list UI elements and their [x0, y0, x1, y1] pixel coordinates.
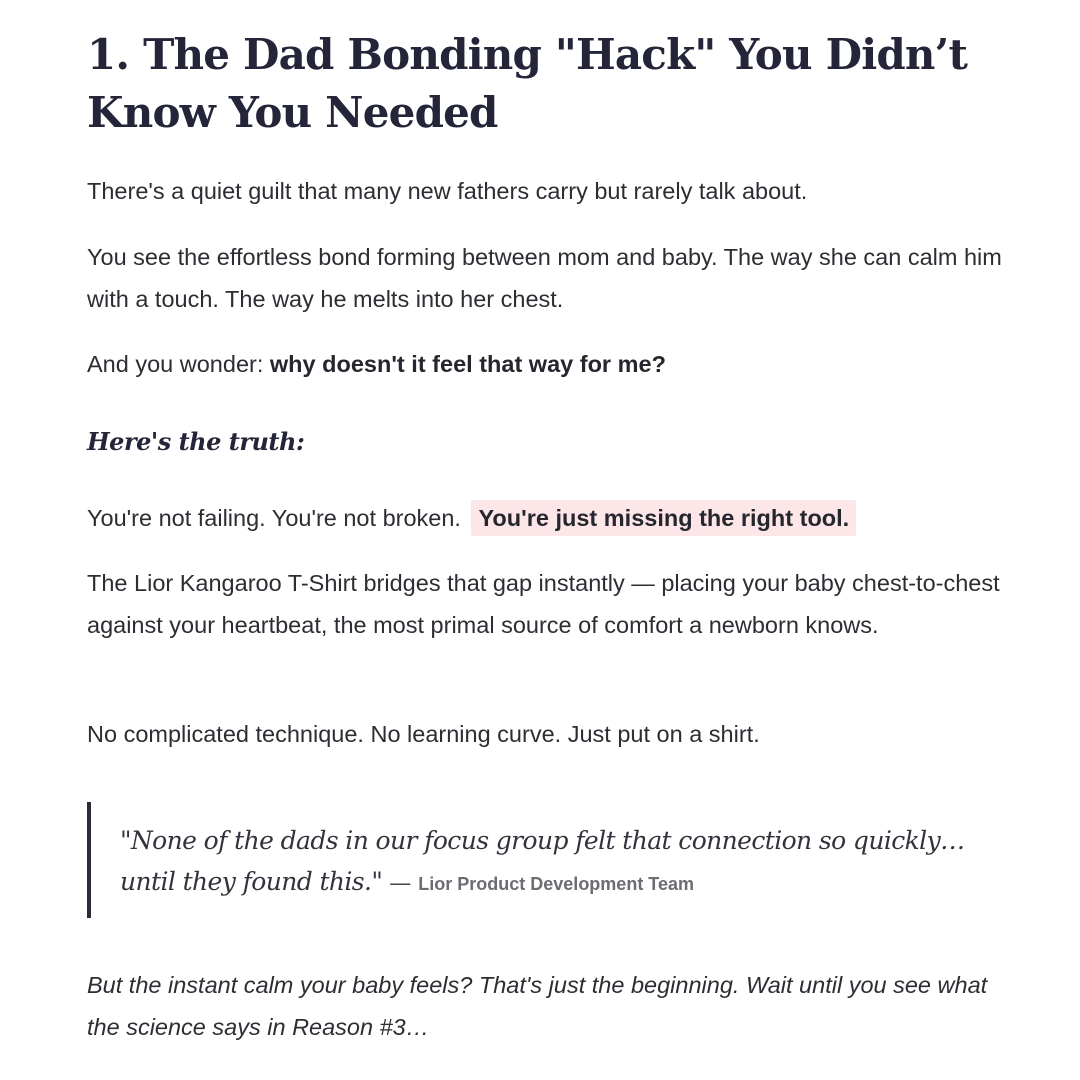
- highlighted-statement: You're just missing the right tool.: [471, 500, 856, 536]
- wonder-paragraph: [87, 343, 1002, 385]
- quote-text: "None of the dads in our focus group felt that connection so quickly… until they found this.": [120, 826, 965, 896]
- section-heading: 1. The Dad Bonding "Hack" You Didn’t Know You Needed: [87, 30, 968, 137]
- quote-dash: —: [382, 871, 419, 896]
- observation-paragraph: You see the effortless bond forming between mom and baby. The way she can calm him with a touch. The way he melts into her chest.: [87, 244, 1002, 312]
- product-description-paragraph: The Lior Kangaroo T-Shirt bridges that gap instantly — placing your baby chest-to-chest against your heartbeat, the most primal source of comfort a newborn knows.: [87, 570, 1000, 638]
- simplicity-paragraph: No complicated technique. No learning curve. Just put on a shirt.: [87, 721, 760, 747]
- quote-source: Lior Product Development Team: [418, 874, 694, 894]
- intro-paragraph: There's a quiet guilt that many new fathers carry but rarely talk about.: [87, 178, 808, 204]
- truth-subheading: Here's the truth:: [87, 427, 305, 456]
- testimonial-blockquote: [87, 802, 1002, 918]
- reassurance-paragraph: [87, 497, 1002, 539]
- wonder-prefix: And you wonder:: [87, 351, 270, 377]
- closing-teaser: But the instant calm your baby feels? That's just the beginning. Wait until you see what the science says in Reason #3…: [87, 972, 988, 1040]
- wonder-question: why doesn't it feel that way for me?: [269, 351, 666, 377]
- reassurance-text: You're not failing. You're not broken.: [87, 505, 468, 531]
